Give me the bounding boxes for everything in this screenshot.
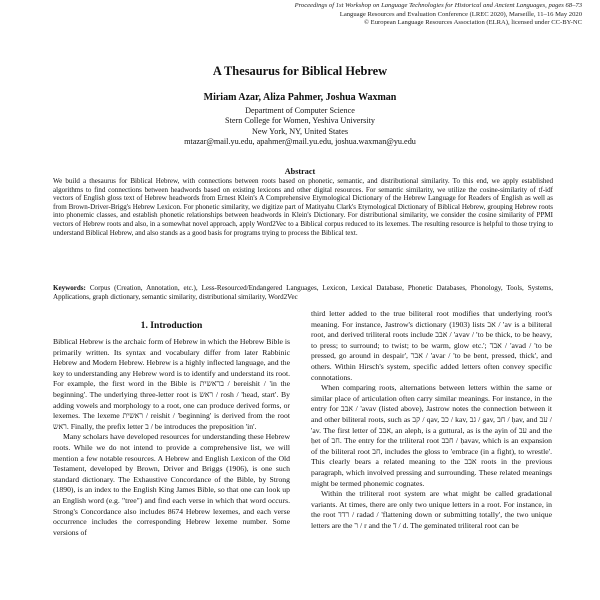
right-paragraph-2: When comparing roots, alternations between letters within the same or similar place of articulation often carry similar meanings. For instance, in the entry for אבב / 'avav (listed above), Jastrow notes the connection between it and other biliteral roots, such as קב / qav, כב / kav, גב / gav, חב / ḥav, and עב / 'av. The first letter of אבב, an aleph, is a guttural, as is the ayin of עב and the ḥet of חב. The entry for the triliteral root חבב / ḥavav, which is an expansion of the biliteral root חב, includes the gloss to 'embrace (in a fight), to wrestle'. This clearly bears a related meaning to the אבב roots in the previous paragraph, which involved pressing and surrounding. These related meanings might be termed phonemic cognates. <box>311 383 552 488</box>
proceedings-header <box>252 2 582 28</box>
affiliation-department: Department of Computer Science <box>245 106 355 115</box>
paper-title: A Thesaurus for Biblical Hebrew <box>212 64 388 78</box>
right-paragraph-1: third letter added to the true biliteral root modifies that underlying root's meaning. For instance, Jastrow's dictionary (1903) lists אב / 'av is a biliteral root, and derived triliteral roots include אבב / 'avav / 'to be thick, to be heavy, to press; to surround; to twist; to be warm, glow etc.'; אבד / 'avad / 'to be pressed, go around in despair', אבר / 'avar / 'to be bent, pressed, thick', and others. Within Hirsch's system, specific added letters often convey specific connotations. <box>311 309 552 382</box>
paper-authors: Miriam Azar, Aliza Pahmer, Joshua Waxman <box>203 92 397 103</box>
affiliation-emails: mtazar@mail.yu.edu, apahmer@mail.yu.edu, joshua.waxman@yu.edu <box>184 136 416 146</box>
intro-paragraph-2: Many scholars have developed resources for understanding these Hebrew roots. While we do not intend to provide a comprehensive list, we will mention a few notable resources. A Hebrew and English Lexicon of the Old Testament, developed by Brown, Driver and Briggs (1906), is one such standard dictionary. The Exhaustive Concordance of the Bible, by Strong (1890), is an index to the English King James Bible, so that one can look up an English word (e.g. "tree") and find each verse in which that word occurs. Strong's Concordance also includes 8674 Hebrew lexemes, and each verse occurrence includes the corresponding Hebrew lexeme number. Some versions of <box>53 432 290 537</box>
intro-paragraph-1: Biblical Hebrew is the archaic form of Hebrew in which the Hebrew Bible is primarily written. Its syntax and vocabulary differ from later Rabbinic Hebrew and Modern Hebrew. Hebrew is a highly inflected language, and the key to understanding any Hebrew word is to identify and understand its root. For example, the first word in the Bible is בראשית / bereishit / 'in the beginning'. The underlying three-letter root is ראש / rosh / 'head, start'. By adding vowels and morphology to a root, one can produce derived forms, or lexemes. The lexeme ראשית / reishit / 'beginning' is derived from the root ראש. Finally, the prefix letter ב / be introduces the preposition 'in'. <box>53 337 290 431</box>
abstract-heading: Abstract <box>284 167 316 176</box>
keywords-text: Corpus (Creation, Annotation, etc.), Less-Resourced/Endangered Languages, Lexicon, Lexical Database, Phonetic Databases, Phonology, Tools, Systems, Applications, graph dictionary, semantic similarity, distributional similarity, Word2Vec <box>53 284 554 301</box>
author-affiliation <box>0 106 600 147</box>
keywords-block <box>53 284 553 301</box>
right-paragraph-3: Within the triliteral root system are what might be called gradational variants. At times, there are only two unique letters in a root. For instance, in the root רדד / radad / 'flattening down or submitting totally', the two unique letters are the ר / r and the ד / d. The geminated triliteral root can be <box>311 489 552 530</box>
header-proceedings-line: Proceedings of 1st Workshop on Language Technologies for Historical and Ancient Languages, pages 68–73 <box>294 2 582 9</box>
affiliation-college: Stern College for Women, Yeshiva University <box>225 116 375 126</box>
header-license-line: © European Language Resources Association (ELRA), licensed under CC-BY-NC <box>364 19 582 27</box>
abstract-text: We build a thesaurus for Biblical Hebrew, with connections between roots based on phonetic, semantic, and distributional similarity. To this end, we apply established algorithms to find connections between headwords based on existing lexicons and other digital resources. For semantic similarity, we utilize the cosine-similarity of tf-idf vectors of English gloss text of Hebrew headwords from Ernest Klein's A Comprehensive Etymological Dictionary of the Hebrew Language for Readers of English as well as from Brown-Driver-Brigg's Hebrew Lexicon. For phonetic similarity, we digitize part of Matityahu Clark's Etymological Dictionary of Biblical Hebrew, grouping Hebrew roots into phonemic classes, and establish phonetic relationships between headwords in Klein's Dictionary. For distributional similarity, we consider the cosine similarity of PPMI vectors of Hebrew roots and also, in a somewhat novel approach, apply Word2Vec to a Biblical corpus reduced to its lexemes. The resulting resource is helpful to those trying to understand Biblical Hebrew, and also stands as a good basis for programs trying to process the Biblical text. <box>53 177 553 237</box>
left-column <box>53 337 290 600</box>
keywords-label: Keywords: <box>53 284 86 292</box>
affiliation-location: New York, NY, United States <box>251 126 349 136</box>
header-conference-line: Language Resources and Evaluation Conference (LREC 2020), Marseille, 11–16 May 2020 <box>339 10 582 18</box>
section-heading-introduction: 1. Introduction <box>140 320 203 331</box>
right-column <box>311 309 552 600</box>
